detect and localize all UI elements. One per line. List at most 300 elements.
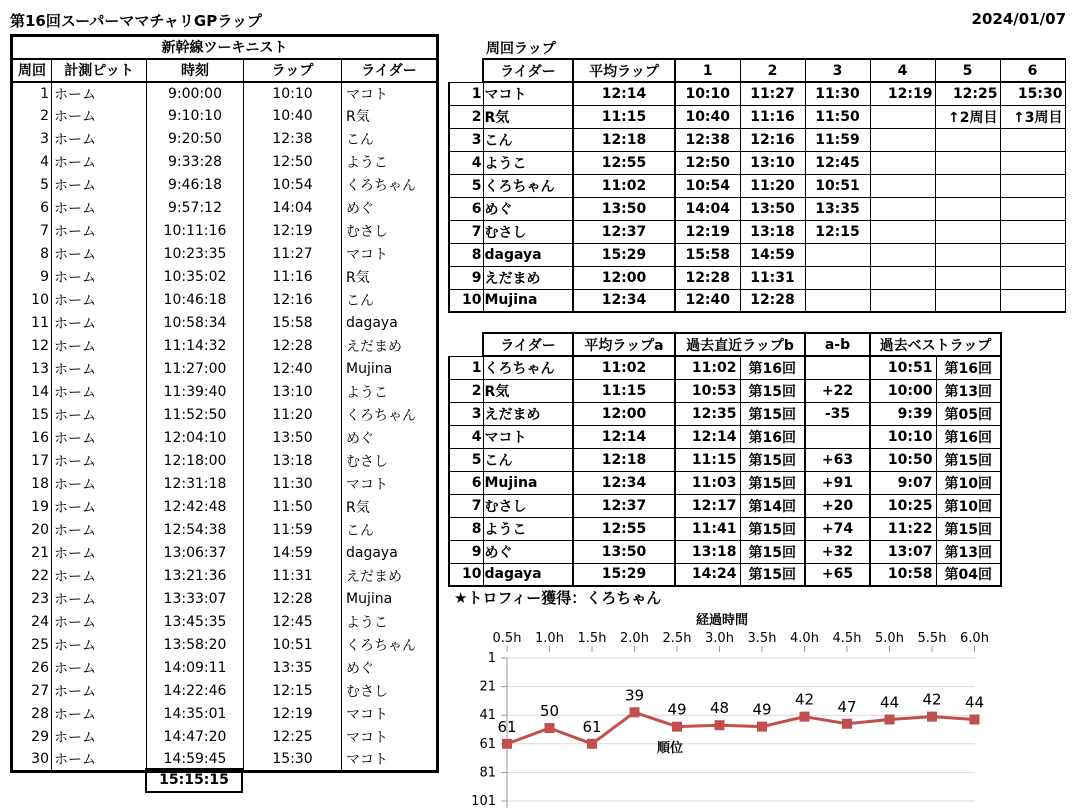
rider-rank: 7: [449, 220, 483, 243]
table-row: [449, 243, 1065, 266]
avg-lap-a: 11:02: [573, 356, 675, 379]
lap-2: 11:16: [740, 105, 805, 128]
table-row: [449, 540, 1001, 563]
rider-name: こん: [342, 519, 438, 542]
pit-name: ホーム: [52, 588, 147, 611]
pit-name: ホーム: [52, 657, 147, 680]
table-row: [449, 289, 1065, 312]
x-tick-label: 4.0h: [790, 631, 819, 646]
avg-lap-a: 15:29: [573, 563, 675, 586]
lap-1: 12:40: [675, 289, 740, 312]
lap-1: 10:10: [675, 82, 740, 105]
lap-number: 19: [12, 496, 52, 519]
chart-title: 経過時間: [695, 613, 749, 628]
lap-6: [1000, 151, 1065, 174]
pit-name: ホーム: [52, 726, 147, 749]
table-row: [449, 266, 1065, 289]
lap-number: 17: [12, 450, 52, 473]
lap-5: 12:25: [935, 82, 1000, 105]
lap-time: 11:30: [244, 473, 342, 496]
pit-name: ホーム: [52, 381, 147, 404]
rider-name: マコト: [342, 726, 438, 749]
lap-6: [1000, 289, 1065, 312]
lap-6: 15:30: [1000, 82, 1065, 105]
lap-3: 11:30: [805, 82, 870, 105]
lap-6: [1000, 174, 1065, 197]
pit-name: ホーム: [52, 404, 147, 427]
rider-name: マコト: [342, 703, 438, 726]
data-label: 47: [837, 697, 857, 716]
lap-number: 10: [12, 289, 52, 312]
lap-3: 13:35: [805, 197, 870, 220]
pass-time: 10:46:18: [147, 289, 244, 312]
rank-header-diff: a-b: [805, 333, 870, 356]
rank-number: 8: [449, 517, 483, 540]
lap-1: 10:40: [675, 105, 740, 128]
y-tick-label: 81: [479, 765, 496, 781]
avg-lap-a: 12:00: [573, 402, 675, 425]
pass-time: 13:06:37: [147, 542, 244, 565]
data-point: [502, 739, 512, 749]
rider-name: めぐ: [483, 197, 573, 220]
recent-event: 第15回: [740, 563, 805, 586]
lap-4: [870, 174, 935, 197]
table-row: [12, 519, 438, 542]
table-row: [12, 243, 438, 266]
rider-name: くろちゃん: [342, 634, 438, 657]
lap-time: 12:19: [244, 703, 342, 726]
rider-name: むさし: [342, 220, 438, 243]
rank-header-rider: ライダー: [483, 333, 573, 356]
pit-name: ホーム: [52, 519, 147, 542]
best-event: 第04回: [936, 563, 1001, 586]
lap-5: [935, 174, 1000, 197]
lap-3: [805, 243, 870, 266]
lap-5: [935, 289, 1000, 312]
diff-a-b: [805, 356, 870, 379]
table-row: [449, 379, 1001, 402]
table-row: [12, 174, 438, 197]
table-row: [449, 425, 1001, 448]
rider-name: dagaya: [342, 312, 438, 335]
lap-3: [805, 289, 870, 312]
pit-name: ホーム: [52, 289, 147, 312]
pit-name: ホーム: [52, 82, 147, 105]
diff-a-b: +32: [805, 540, 870, 563]
lap-4: [870, 128, 935, 151]
table-row: [12, 82, 438, 105]
pit-name: ホーム: [52, 496, 147, 519]
lap-header-1: 1: [675, 59, 740, 82]
rider-name: マコト: [342, 749, 438, 772]
avg-lap: 12:34: [573, 289, 675, 312]
lap-5: [935, 243, 1000, 266]
pass-time: 11:14:32: [147, 335, 244, 358]
pass-time: 10:23:35: [147, 243, 244, 266]
recent-event: 第15回: [740, 540, 805, 563]
rider-name: むさし: [483, 494, 573, 517]
lap-3: 12:45: [805, 151, 870, 174]
lap-number: 18: [12, 473, 52, 496]
recent-event: 第15回: [740, 448, 805, 471]
pass-time: 14:22:46: [147, 680, 244, 703]
lap-time: 12:15: [244, 680, 342, 703]
avg-lap-a: 12:37: [573, 494, 675, 517]
lap-time: 11:59: [244, 519, 342, 542]
x-tick-label: 4.5h: [832, 631, 862, 646]
lap-number: 24: [12, 611, 52, 634]
x-tick-label: 0.5h: [492, 631, 522, 646]
lap-time: 12:28: [244, 588, 342, 611]
rider-name: こん: [483, 128, 573, 151]
rank-number: 5: [449, 448, 483, 471]
rider-name: めぐ: [342, 427, 438, 450]
diff-a-b: +22: [805, 379, 870, 402]
rider-name: R気: [483, 379, 573, 402]
pass-time: 10:58:34: [147, 312, 244, 335]
data-point: [800, 712, 810, 722]
lap-number: 14: [12, 381, 52, 404]
lap-time: 12:40: [244, 358, 342, 381]
table-row: [12, 289, 438, 312]
data-point: [927, 712, 937, 722]
x-tick-label: 3.0h: [705, 631, 734, 646]
rider-name: えだまめ: [342, 565, 438, 588]
pass-time: 13:45:35: [147, 611, 244, 634]
lap-time: 11:20: [244, 404, 342, 427]
table-row: [12, 312, 438, 335]
x-tick-label: 1.0h: [535, 631, 564, 646]
x-tick-label: 3.5h: [747, 631, 777, 646]
lap-header-6: 6: [1000, 59, 1065, 82]
recent-lap-b: 12:17: [675, 494, 740, 517]
best-event: 第05回: [936, 402, 1001, 425]
rider-name: ようこ: [342, 151, 438, 174]
pass-time: 12:31:18: [147, 473, 244, 496]
recent-event: 第15回: [740, 379, 805, 402]
lap-time: 10:51: [244, 634, 342, 657]
data-label: 44: [964, 693, 985, 712]
table-row: [449, 105, 1065, 128]
pit-name: ホーム: [52, 105, 147, 128]
table-row: [12, 358, 438, 381]
rider-name: dagaya: [483, 563, 573, 586]
avg-lap: 12:00: [573, 266, 675, 289]
data-label: 39: [624, 686, 645, 705]
data-label: 50: [539, 702, 560, 721]
lap-time: 13:18: [244, 450, 342, 473]
lap-time: 13:35: [244, 657, 342, 680]
rider-name: マコト: [342, 473, 438, 496]
recent-lap-b: 11:41: [675, 517, 740, 540]
lap-time: 11:16: [244, 266, 342, 289]
pit-name: ホーム: [52, 450, 147, 473]
pass-time: 11:52:50: [147, 404, 244, 427]
avg-lap-a: 13:50: [573, 540, 675, 563]
lap-number: 29: [12, 726, 52, 749]
rider-name: こん: [342, 128, 438, 151]
rank-number: 9: [449, 540, 483, 563]
data-label: 44: [879, 693, 900, 712]
recent-lap-b: 11:15: [675, 448, 740, 471]
lap-2: 11:20: [740, 174, 805, 197]
data-point: [587, 739, 597, 749]
avg-lap-a: 12:34: [573, 471, 675, 494]
pit-name: ホーム: [52, 634, 147, 657]
best-lap: 10:00: [870, 379, 936, 402]
rider-name: マコト: [483, 82, 573, 105]
lap-6: [1000, 220, 1065, 243]
data-point: [715, 720, 725, 730]
lap-number: 6: [12, 197, 52, 220]
table-row: [12, 335, 438, 358]
header-lap: ラップ: [244, 59, 342, 82]
table-row: [12, 473, 438, 496]
lap-3: 12:15: [805, 220, 870, 243]
table-row: [449, 174, 1065, 197]
pass-time: 9:46:18: [147, 174, 244, 197]
x-tick-label: 2.0h: [620, 631, 649, 646]
table-row: [449, 471, 1001, 494]
data-label: 48: [709, 699, 730, 718]
lap-6: [1000, 266, 1065, 289]
pit-name: ホーム: [52, 266, 147, 289]
best-lap: 10:10: [870, 425, 936, 448]
lap-number: 1: [12, 82, 52, 105]
lap-4: [870, 105, 935, 128]
lap-1: 15:58: [675, 243, 740, 266]
best-lap: 10:51: [870, 356, 936, 379]
table-row: [12, 565, 438, 588]
rider-name: むさし: [483, 220, 573, 243]
data-point: [672, 722, 682, 732]
page-title: 第16回スーパーママチャリGPラップ: [10, 12, 262, 30]
lap-4: [870, 220, 935, 243]
pit-name: ホーム: [52, 703, 147, 726]
recent-event: 第15回: [740, 517, 805, 540]
pass-time: 14:09:11: [147, 657, 244, 680]
table-row: [12, 151, 438, 174]
recent-event: 第14回: [740, 494, 805, 517]
lap-5: [935, 220, 1000, 243]
lap-number: 16: [12, 427, 52, 450]
lap-3: 10:51: [805, 174, 870, 197]
rider-name: えだまめ: [483, 402, 573, 425]
lap-5: [935, 151, 1000, 174]
recent-lap-b: 13:18: [675, 540, 740, 563]
y-tick-label: 1: [487, 651, 496, 666]
rider-name: ようこ: [483, 151, 573, 174]
data-point: [885, 714, 895, 724]
table-row: [12, 703, 438, 726]
rank-header-best: 過去ベストラップ: [870, 333, 1001, 356]
lap-2: 13:18: [740, 220, 805, 243]
lap-6: ↑3周目: [1000, 105, 1065, 128]
lap-5: [935, 128, 1000, 151]
lap-number: 30: [12, 749, 52, 772]
diff-a-b: +63: [805, 448, 870, 471]
x-tick-label: 6.0h: [960, 631, 989, 646]
best-event: 第13回: [936, 379, 1001, 402]
avg-lap: 12:55: [573, 151, 675, 174]
table-row: [12, 542, 438, 565]
recent-lap-b: 14:24: [675, 563, 740, 586]
lap-number: 3: [12, 128, 52, 151]
lap-number: 25: [12, 634, 52, 657]
data-point: [630, 707, 640, 717]
y-tick-label: 41: [479, 708, 496, 724]
lap-number: 15: [12, 404, 52, 427]
diff-a-b: +20: [805, 494, 870, 517]
x-tick-label: 2.5h: [662, 631, 692, 646]
pass-time: 11:39:40: [147, 381, 244, 404]
lap-time: 12:50: [244, 151, 342, 174]
lap-number: 4: [12, 151, 52, 174]
pass-time: 13:21:36: [147, 565, 244, 588]
rider-name: ようこ: [342, 611, 438, 634]
best-lap: 10:50: [870, 448, 936, 471]
lap-number: 9: [12, 266, 52, 289]
data-label: 42: [794, 690, 815, 709]
table-row: [12, 726, 438, 749]
lap-time: 12:38: [244, 128, 342, 151]
lap-table-caption: 周回ラップ: [486, 41, 556, 57]
pass-time: 13:58:20: [147, 634, 244, 657]
y-tick-label: 61: [479, 736, 496, 752]
lap-time: 11:27: [244, 243, 342, 266]
pass-time: 12:18:00: [147, 450, 244, 473]
lap-2: 11:27: [740, 82, 805, 105]
lap-time: 12:28: [244, 335, 342, 358]
table-row: [449, 448, 1001, 471]
best-event: 第15回: [936, 448, 1001, 471]
table-row: [12, 680, 438, 703]
best-lap: 13:07: [870, 540, 936, 563]
avg-lap: 12:14: [573, 82, 675, 105]
table-row: [12, 496, 438, 519]
recent-lap-b: 12:14: [675, 425, 740, 448]
lap-number: 28: [12, 703, 52, 726]
table-row: [449, 563, 1001, 586]
lap-log-table: [10, 34, 439, 773]
lap-6: [1000, 197, 1065, 220]
pit-name: ホーム: [52, 358, 147, 381]
pass-time: 9:33:28: [147, 151, 244, 174]
rider-name: こん: [342, 289, 438, 312]
lap-time: 10:54: [244, 174, 342, 197]
pass-time: 12:04:10: [147, 427, 244, 450]
rank-number: 10: [449, 563, 483, 586]
rider-name: むさし: [342, 680, 438, 703]
table-row: [449, 402, 1001, 425]
rider-name: くろちゃん: [342, 174, 438, 197]
rank-number: 1: [449, 356, 483, 379]
lap-number: 13: [12, 358, 52, 381]
rider-name: dagaya: [483, 243, 573, 266]
pass-time: 9:10:10: [147, 105, 244, 128]
rank-number: 2: [449, 379, 483, 402]
rider-name: くろちゃん: [483, 356, 573, 379]
lap-time: 13:50: [244, 427, 342, 450]
rider-rank: 3: [449, 128, 483, 151]
lap-number: 5: [12, 174, 52, 197]
table-row: [449, 128, 1065, 151]
header-time: 時刻: [147, 59, 244, 82]
avg-lap: 11:15: [573, 105, 675, 128]
pass-time: 9:20:50: [147, 128, 244, 151]
lap-time: 12:16: [244, 289, 342, 312]
rider-name: R気: [342, 496, 438, 519]
series-label: 順位: [656, 741, 684, 756]
best-lap: 10:58: [870, 563, 936, 586]
pass-time: 9:00:00: [147, 82, 244, 105]
lap-2: 13:10: [740, 151, 805, 174]
lap-time: 12:19: [244, 220, 342, 243]
lap-header-3: 3: [805, 59, 870, 82]
lap-2: 11:31: [740, 266, 805, 289]
rider-name: dagaya: [342, 542, 438, 565]
pit-name: ホーム: [52, 197, 147, 220]
ranking-table: [448, 332, 1002, 587]
pass-time: 14:59:45: [147, 749, 244, 772]
diff-a-b: -35: [805, 402, 870, 425]
lap-time: 14:04: [244, 197, 342, 220]
diff-a-b: +91: [805, 471, 870, 494]
recent-lap-b: 11:03: [675, 471, 740, 494]
diff-a-b: +74: [805, 517, 870, 540]
data-label: 61: [497, 717, 517, 736]
lap-header-avg: 平均ラップ: [573, 59, 675, 82]
pit-name: ホーム: [52, 220, 147, 243]
table-row: [449, 151, 1065, 174]
rider-rank: 2: [449, 105, 483, 128]
table-row: [12, 634, 438, 657]
rider-rank: 8: [449, 243, 483, 266]
lap-number: 20: [12, 519, 52, 542]
rank-number: 7: [449, 494, 483, 517]
lap-time: 11:50: [244, 496, 342, 519]
rider-name: くろちゃん: [342, 404, 438, 427]
recent-lap-b: 12:35: [675, 402, 740, 425]
lap-time: 12:25: [244, 726, 342, 749]
x-tick-label: 5.5h: [917, 631, 947, 646]
avg-lap-a: 12:18: [573, 448, 675, 471]
lap-5: [935, 197, 1000, 220]
table-row: [449, 220, 1065, 243]
table-row: [12, 128, 438, 151]
rider-name: Mujina: [483, 289, 573, 312]
rider-name: R気: [342, 105, 438, 128]
pass-time: 11:27:00: [147, 358, 244, 381]
table-row: [12, 404, 438, 427]
rank-line-chart: [470, 610, 990, 808]
pass-time: 14:35:01: [147, 703, 244, 726]
data-label: 61: [582, 717, 602, 736]
lap-time: 12:45: [244, 611, 342, 634]
best-lap: 9:39: [870, 402, 936, 425]
lap-4: [870, 197, 935, 220]
lap-4: [870, 289, 935, 312]
rider-name: マコト: [342, 82, 438, 105]
lap-1: 10:54: [675, 174, 740, 197]
table-row: [12, 657, 438, 680]
rank-header-avg: 平均ラップa: [573, 333, 675, 356]
table-row: [449, 517, 1001, 540]
pit-name: ホーム: [52, 680, 147, 703]
rider-rank: 6: [449, 197, 483, 220]
recent-event: 第15回: [740, 471, 805, 494]
avg-lap: 12:18: [573, 128, 675, 151]
